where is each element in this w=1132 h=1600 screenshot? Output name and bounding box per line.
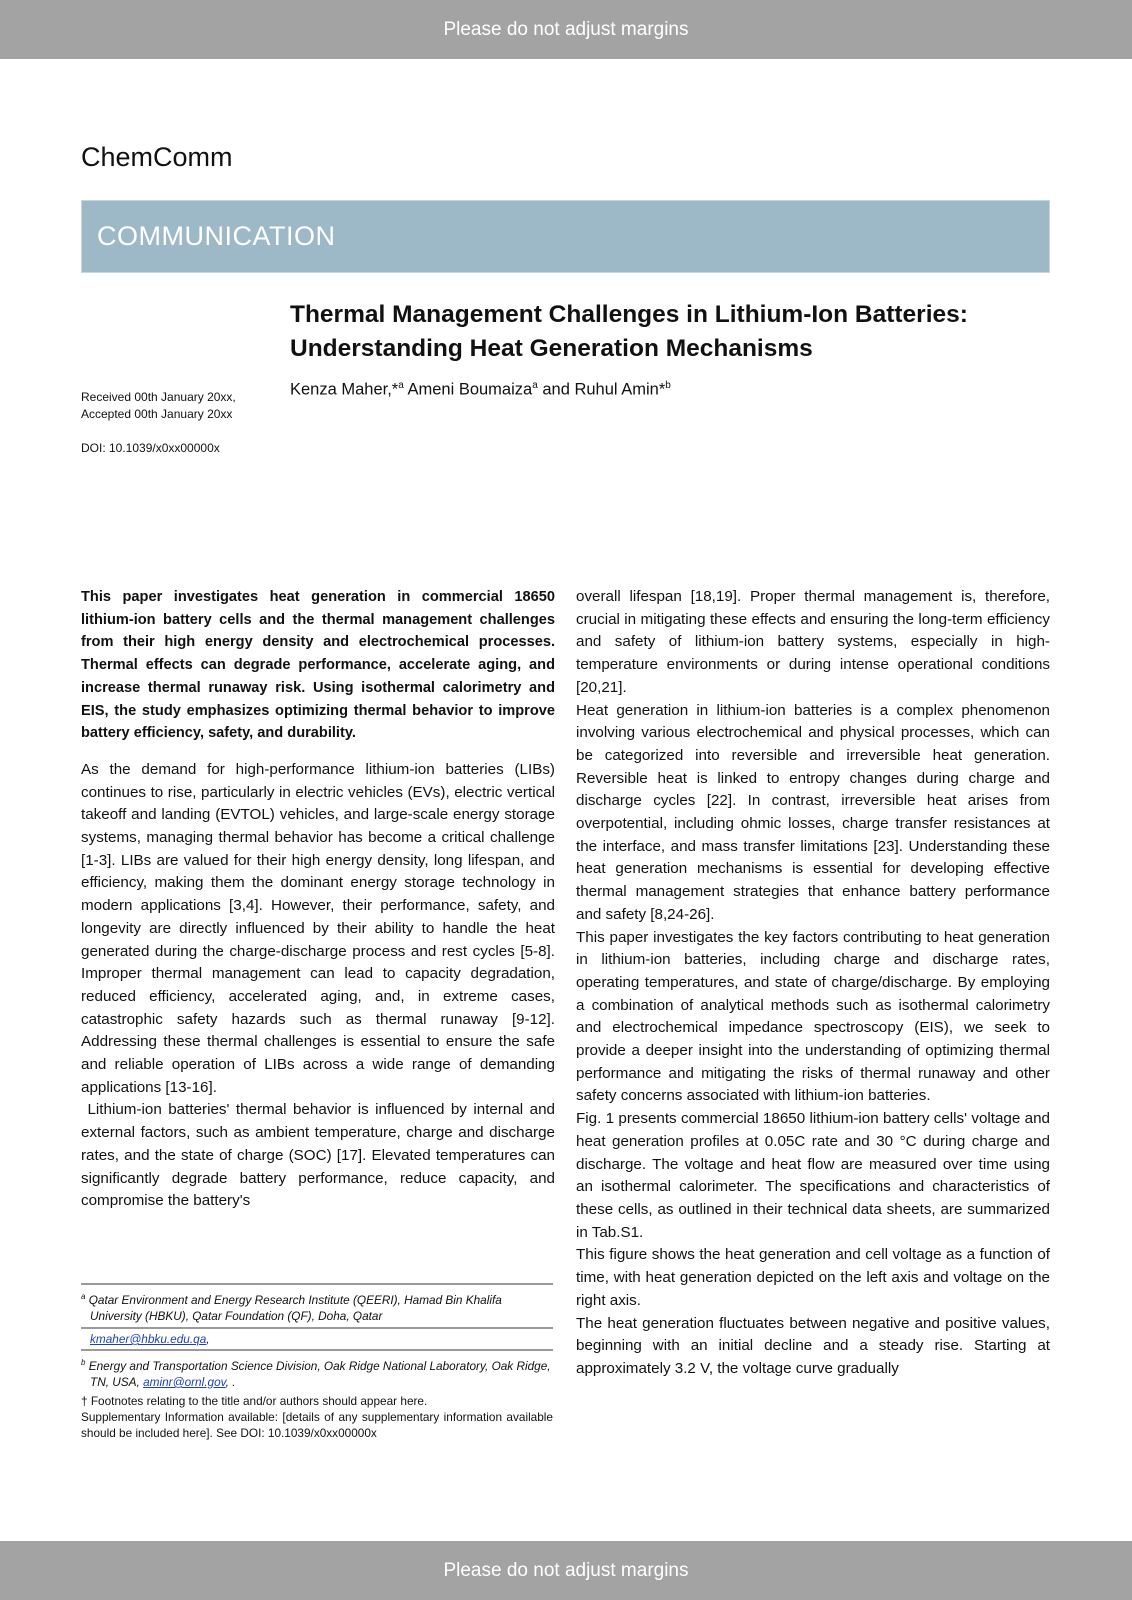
affiliation-a bbox=[81, 1289, 553, 1324]
footnote-divider bbox=[81, 1349, 553, 1351]
affiliation-text: Qatar Environment and Energy Research Institute (QEERI), Hamad Bin Khalifa University (HBKU), Qatar Foundation (QF), Doha, Qatar bbox=[88, 1292, 502, 1323]
body-paragraph: overall lifespan [18,19]. Proper thermal management is, therefore, crucial in mitigating these effects and ensuring the long-term efficiency and safety of lithium-ion battery systems, especially in high-temperature environments or during intense operational conditions [20,21]. bbox=[576, 588, 1050, 696]
author-name: Ameni Boumaiza bbox=[403, 380, 533, 399]
article-title: Thermal Management Challenges in Lithium-Ion Batteries: Understanding Heat Generation Mechanisms bbox=[290, 301, 968, 362]
affiliation-text: Energy and Transportation Science Division, Oak Ridge National Laboratory, Oak Ridge, TN, USA, bbox=[88, 1358, 551, 1389]
footnote-divider bbox=[81, 1283, 553, 1285]
abstract: This paper investigates heat generation in commercial 18650 lithium-ion battery cells and the thermal management challenges from their high energy density and electrochemical processes. Thermal effects can degrade performance, accelerate aging, and increase thermal runaway risk. Using isothermal calorimetry and EIS, the study emphasizes optimizing thermal behavior to improve battery efficiency, safety, and durability. bbox=[81, 589, 555, 742]
affiliation-marker: a bbox=[81, 1292, 86, 1301]
email-line-a bbox=[81, 1331, 553, 1347]
article-dates bbox=[81, 389, 236, 423]
left-column bbox=[81, 586, 560, 1213]
body-paragraph: This figure shows the heat generation and cell voltage as a function of time, with heat generation depicted on the left axis and voltage on the right axis. bbox=[576, 1246, 1050, 1309]
email-suffix: , bbox=[206, 1331, 210, 1346]
supplementary-note: Supplementary Information available: [details of any supplementary information available should be included here]. See DOI: 10.1039/x0xx00000x bbox=[81, 1409, 553, 1440]
article-type-label: COMMUNICATION bbox=[97, 221, 336, 251]
article-doi: DOI: 10.1039/x0xx00000x bbox=[81, 441, 220, 455]
affiliation-marker: b bbox=[81, 1357, 86, 1367]
affiliation-b bbox=[81, 1355, 553, 1390]
affiliation-marker: a bbox=[532, 380, 538, 391]
footnote-divider bbox=[81, 1327, 553, 1329]
body-paragraph: Fig. 1 presents commercial 18650 lithium-ion battery cells' voltage and heat generation profiles at 0.05C rate and 30 °C during charge and discharge. The voltage and heat flow are measured over time using an isothermal calorimeter. The specifications and characteristics of these cells, as outlined in their technical data sheets, are summarized in Tab.S1. bbox=[576, 1110, 1050, 1241]
body-paragraph: This paper investigates the key factors contributing to heat generation in lithium-ion batteries, including charge and discharge rates, operating temperatures, and state of charge/discharge. By employing a combination of analytical methods such as isothermal calorimetry and electrochemical impedance spectroscopy (EIS), we seek to provide a deeper insight into the understanding of optimizing thermal performance and mitigating the risks of thermal runaway and other safety concerns associated with lithium-ion batteries. bbox=[576, 928, 1050, 1105]
top-margin-notice: Please do not adjust margins bbox=[0, 0, 1132, 59]
article-type-banner bbox=[81, 200, 1050, 273]
bottom-margin-notice: Please do not adjust margins bbox=[0, 1541, 1132, 1600]
body-paragraph: As the demand for high-performance lithium-ion batteries (LIBs) continues to rise, particularly in electric vehicles (EVs), electric vertical takeoff and landing (EVTOL) vehicles, and large-scale energy storage systems, managing thermal behavior has become a critical challenge [1-3]. LIBs are valued for their high energy density, long lifespan, and efficiency, making them the dominant energy storage technology in modern applications [3,4]. However, their performance, safety, and longevity are directly influenced by their ability to handle the heat generated during the charge-discharge process and rest cycles [5-8]. Improper thermal management can lead to capacity degradation, reduced efficiency, accelerated aging, and, in extreme cases, catastrophic safety hazards such as thermal runaway [9-12]. Addressing these thermal challenges is essential to ensure the safe and reliable operation of LIBs across a wide range of demanding applications [13-16]. bbox=[81, 760, 555, 1096]
affiliation-marker: b bbox=[665, 380, 671, 391]
accepted-date: Accepted 00th January 20xx bbox=[81, 407, 233, 421]
footnotes bbox=[81, 1283, 553, 1441]
email-link[interactable]: kmaher@hbku.edu.qa bbox=[90, 1331, 207, 1346]
author-list bbox=[290, 380, 671, 400]
author-name: Kenza Maher,* bbox=[290, 380, 399, 399]
body-paragraph: The heat generation fluctuates between negative and positive values, beginning with an initial decline and a steady rise. Starting at approximately 3.2 V, the voltage curve gradually bbox=[576, 1314, 1050, 1377]
author-name: and Ruhul Amin* bbox=[537, 380, 666, 399]
email-suffix: , . bbox=[225, 1374, 236, 1389]
body-paragraph: Lithium-ion batteries' thermal behavior is influenced by internal and external factors, such as ambient temperature, charge and discharge rates, and the state of charge (SOC) [17]. Elevated temperatures can significantly degrade battery performance, reduce capacity, and compromise the battery's bbox=[81, 1101, 560, 1210]
dagger-footnote: † Footnotes relating to the title and/or authors should appear here. bbox=[81, 1393, 428, 1408]
body-paragraph: Heat generation in lithium-ion batteries is a complex phenomenon involving various electrochemical and physical processes, which can be categorized into reversible and irreversible heat generation. Reversible heat is linked to entropy changes during charge and discharge cycles [22]. In contrast, irreversible heat arises from overpotential, including ohmic losses, charge transfer resistances at the interface, and mass transfer limitations [23]. Understanding these heat generation mechanisms is essential for developing effective thermal management strategies that enhance battery performance and safety [8,24-26]. bbox=[576, 701, 1050, 923]
affiliation-marker: a bbox=[398, 380, 404, 391]
received-date: Received 00th January 20xx, bbox=[81, 390, 236, 404]
journal-name: ChemComm bbox=[81, 142, 233, 172]
email-link[interactable]: aminr@ornl.gov bbox=[143, 1374, 226, 1389]
right-column bbox=[576, 586, 1050, 1381]
